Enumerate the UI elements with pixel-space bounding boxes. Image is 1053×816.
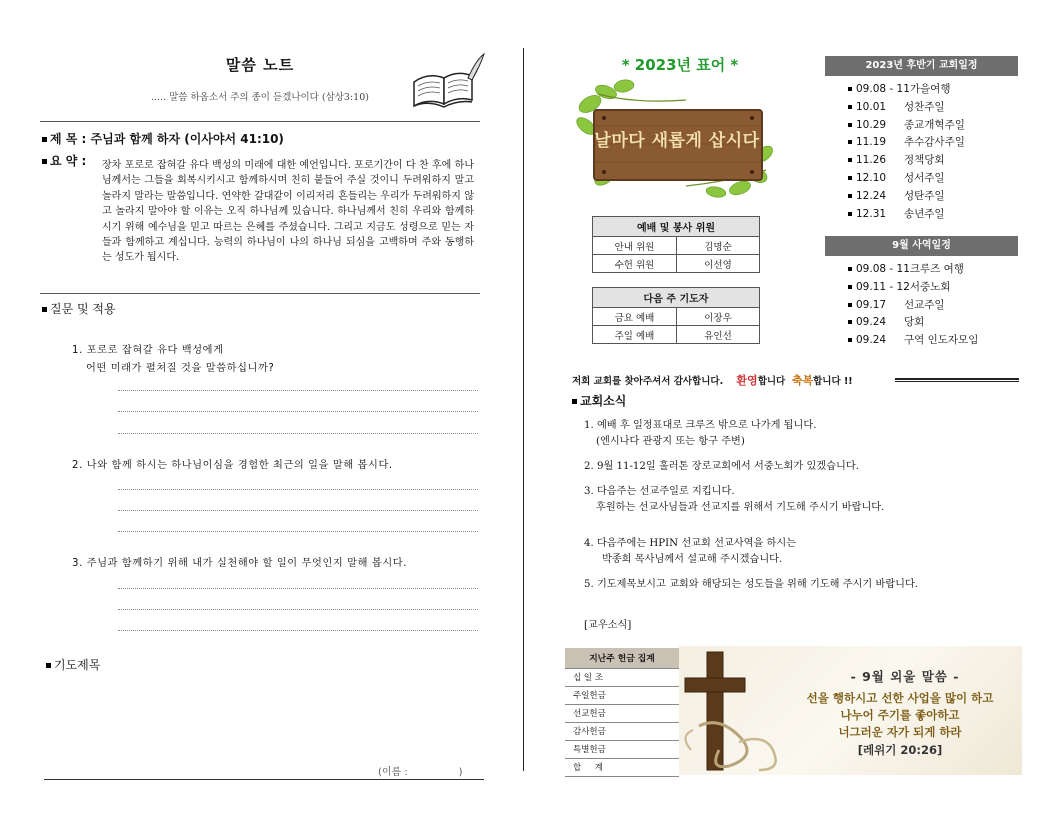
schedule-event: 성찬주일	[904, 100, 945, 113]
sermon-title: 주님과 함께 하자 (이사야서 41:10)	[90, 132, 284, 146]
service-table	[592, 216, 760, 273]
schedule-date: 09.08 - 11	[856, 263, 910, 275]
offering-header: 지난주 헌금 집계	[565, 648, 679, 668]
list-item	[848, 117, 965, 135]
member-news-label: [교우소식]	[584, 620, 632, 631]
schedule-event: 서중노회	[909, 280, 951, 293]
answer-line[interactable]	[118, 411, 478, 412]
news-item-2: 2. 9월 11-12일 훌러톤 장로교회에서 서중노회가 있겠습니다.	[584, 461, 859, 472]
answer-line[interactable]	[118, 531, 478, 532]
schedule-event: 성탄주일	[904, 189, 945, 202]
table-row	[565, 722, 679, 740]
schedule-date: 10.29	[856, 118, 887, 131]
bullet-square-icon	[848, 140, 852, 144]
news-line: 4. 다음주에는 HPIN 선교회 선교사역을 하시는	[584, 538, 797, 549]
answer-line[interactable]	[118, 510, 478, 511]
answer-line[interactable]	[118, 489, 478, 490]
table-row	[565, 668, 679, 686]
schedule-event: 구역 인도자모임	[904, 334, 979, 347]
memory-verse-title: - 9월 외울 말씀 -	[850, 669, 960, 684]
page-divider	[523, 48, 524, 771]
year-motto-title: * 2023년 표어 *	[621, 56, 739, 74]
service-role: 수헌 위원	[593, 255, 677, 273]
schedule-date: 12.24	[856, 189, 887, 202]
schedule-h2-header: 2023년 후반기 교회일정	[825, 56, 1018, 76]
news-line: (엔시나다 관광지 또는 항구 주변)	[596, 436, 745, 447]
prayer-heading-text: 기도제목	[54, 658, 101, 672]
service-name: 이선영	[677, 255, 760, 273]
welcome-mid: 합니다	[757, 376, 786, 387]
schedule-event: 크루즈 여행	[909, 263, 964, 275]
list-item	[848, 134, 965, 152]
memory-verse-text	[770, 690, 1030, 759]
page-title: 말씀 노트	[225, 56, 295, 74]
service-table-header: 예배 및 봉사 위원	[593, 217, 760, 237]
answer-line[interactable]	[118, 609, 478, 610]
bullet-square-icon	[42, 137, 47, 142]
schedule-event: 송년주일	[904, 207, 945, 220]
table-row	[565, 758, 679, 776]
answer-line[interactable]	[118, 630, 478, 631]
schedule-sep-list	[848, 261, 978, 350]
table-row	[593, 326, 760, 344]
schedule-date: 09.08 - 11	[856, 83, 910, 95]
summary-label-row	[42, 152, 86, 169]
bullet-square-icon	[848, 87, 852, 91]
schedule-date: 12.10	[856, 171, 887, 184]
question-1-line-1: 1. 포로로 잡혀갈 유다 백성에게	[72, 345, 224, 356]
prayer-leader-table	[592, 287, 760, 344]
bullet-square-icon	[572, 399, 577, 404]
year-motto: 날마다 새롭게 삽시다	[594, 131, 760, 151]
news-item-4	[584, 536, 796, 568]
schedule-date: 11.19	[856, 136, 887, 149]
service-role: 안내 위원	[593, 237, 677, 255]
news-item-1	[584, 418, 816, 450]
schedule-date: 12.31	[856, 207, 887, 220]
name-field[interactable]: (이름 : )	[378, 767, 463, 778]
questions-heading-text: 질문 및 적용	[50, 302, 116, 316]
offering-table	[565, 648, 679, 777]
verse-line: 너그러운 자가 되게 하라	[838, 725, 962, 739]
schedule-event: 선교주일	[904, 298, 945, 311]
news-item-3	[584, 484, 884, 516]
schedule-date: 09.17	[856, 298, 887, 311]
table-row	[565, 704, 679, 722]
bullet-square-icon	[46, 663, 51, 668]
sermon-title-label: 제 목 :	[50, 132, 87, 146]
summary-label: 요 약 :	[50, 154, 87, 168]
schedule-h2-list	[848, 81, 965, 223]
schedule-date: 11.26	[856, 154, 887, 167]
list-item	[848, 188, 965, 206]
schedule-date: 09.24	[856, 334, 887, 347]
bullet-square-icon	[848, 320, 852, 324]
bullet-square-icon	[848, 267, 852, 271]
list-item	[848, 332, 978, 350]
welcome-suffix: 합니다 !!	[813, 376, 853, 387]
question-1-line-2: 어떤 미래가 펼쳐질 것을 말씀하십니까?	[86, 363, 275, 374]
schedule-event: 정책당회	[904, 154, 945, 167]
news-line: 3. 다음주는 선교주일로 지킵니다.	[584, 486, 735, 497]
news-heading-text: 교회소식	[580, 394, 627, 408]
offering-item: 십 일 조	[565, 668, 679, 686]
bullet-square-icon	[848, 194, 852, 198]
schedule-event: 종교개혁주일	[904, 118, 965, 131]
service-name: 김명순	[677, 237, 760, 255]
schedule-date: 10.01	[856, 100, 887, 113]
bullet-square-icon	[42, 307, 47, 312]
news-line: 박종희 목사님께서 설교해 주시겠습니다.	[602, 554, 783, 565]
prayer-heading	[46, 656, 100, 673]
list-item	[848, 99, 965, 117]
table-row	[593, 237, 760, 255]
question-2: 2. 나와 함께 하시는 하나님이심을 경험한 최근의 일을 말해 봅시다.	[72, 460, 393, 471]
answer-line[interactable]	[118, 588, 478, 589]
news-heading	[572, 392, 626, 409]
open-book-quill-icon	[408, 52, 486, 112]
bullet-square-icon	[848, 105, 852, 109]
prayer-role: 주일 예배	[593, 326, 677, 344]
bullet-square-icon	[848, 123, 852, 127]
list-item	[848, 279, 978, 297]
question-1	[72, 342, 274, 378]
schedule-date: 09.24	[856, 316, 887, 329]
schedule-date: 09.11 - 12	[856, 280, 910, 293]
list-item	[848, 261, 978, 279]
bullet-square-icon	[848, 158, 852, 162]
list-item	[848, 81, 965, 99]
bullet-square-icon	[848, 338, 852, 342]
list-item	[848, 152, 965, 170]
list-item	[848, 170, 965, 188]
page-subtitle: ..... 말씀 하옵소서 주의 종이 듣겠나이다 (삼상3:10)	[151, 92, 369, 103]
table-row	[593, 255, 760, 273]
table-row	[565, 686, 679, 704]
schedule-event: 당회	[904, 316, 925, 329]
bullet-square-icon	[848, 285, 852, 289]
prayer-table-header: 다음 주 기도자	[593, 288, 760, 308]
list-item	[848, 314, 978, 332]
schedule-event: 성서주일	[904, 171, 945, 184]
summary-rule	[40, 293, 480, 294]
bottom-rule	[44, 779, 484, 780]
answer-line[interactable]	[118, 390, 478, 391]
answer-line[interactable]	[118, 433, 478, 434]
prayer-name: 이장우	[677, 308, 760, 326]
prayer-name: 유인선	[677, 326, 760, 344]
offering-summary	[565, 648, 679, 774]
schedule-event: 추수감사주일	[904, 136, 965, 149]
bullet-square-icon	[42, 159, 47, 164]
news-line: 1. 예배 후 일정표대로 크루즈 밖으로 나가게 됩니다.	[584, 420, 817, 431]
question-3: 3. 주님과 함께하기 위해 내가 실천해야 할 일이 무엇인지 말해 봅시다.	[72, 558, 408, 569]
offering-item: 선교헌금	[565, 704, 679, 722]
schedule-sep-header: 9월 사역일정	[825, 236, 1018, 256]
news-line: 후원하는 선교사님들과 선교지를 위해서 기도해 주시기 바랍니다.	[596, 502, 885, 513]
verse-line: 선을 행하시고 선한 사업을 많이 하고	[806, 691, 994, 705]
verse-line: 나누어 주기를 좋아하고	[840, 708, 960, 722]
verse-reference: [레위기 20:26]	[857, 743, 943, 757]
offering-item: 주일헌금	[565, 686, 679, 704]
table-row	[565, 740, 679, 758]
bullet-square-icon	[848, 176, 852, 180]
table-row	[593, 308, 760, 326]
questions-heading	[42, 300, 116, 317]
bullet-square-icon	[848, 303, 852, 307]
welcome-word: 환영	[736, 374, 758, 387]
bullet-square-icon	[848, 212, 852, 216]
welcome-double-rule	[895, 378, 1019, 382]
sermon-summary: 장차 포로로 잡혀갈 유다 백성의 미래에 대한 예언입니다. 포로기간이 다 찬 후에 하나님께서는 그들을 회복시키시고 함께하시며 친히 붙들어 주실 것이니 두려워하지 말고 놀라지 말라는 말씀입니다. 연약한 갈대같이 이리저리 흔들리는 우리가 두려워하지 않고 놀라지 말아야 할 이유는 오직 하나님께 있습니다. 하나님께서 친히 우리와 함께하시기 위해 예수님을 믿고 따르는 은혜를 주셨습니다. 그리고 지금도 성령으로 믿는 자들과 함께하고 계십니다. 능력의 하나님이 나의 하나님 되심을 고백하며 주와 동행하는 성도가 됩시다.	[102, 160, 474, 264]
welcome-prefix: 저희 교회를 찾아주셔서 감사합니다.	[572, 376, 724, 387]
list-item	[848, 297, 978, 315]
header-rule	[40, 121, 480, 122]
news-item-5: 5. 기도제목보시고 교회와 해당되는 성도들을 위해 기도해 주시기 바랍니다.	[584, 579, 919, 590]
blessing-word: 축복	[791, 374, 814, 387]
offering-item: 감사헌금	[565, 722, 679, 740]
offering-item: 합 계	[565, 758, 679, 776]
schedule-event: 가을여행	[909, 83, 951, 95]
prayer-role: 금요 예배	[593, 308, 677, 326]
sermon-title-row	[42, 130, 284, 147]
list-item	[848, 206, 965, 224]
offering-item: 특별헌금	[565, 740, 679, 758]
welcome-message	[572, 372, 853, 388]
